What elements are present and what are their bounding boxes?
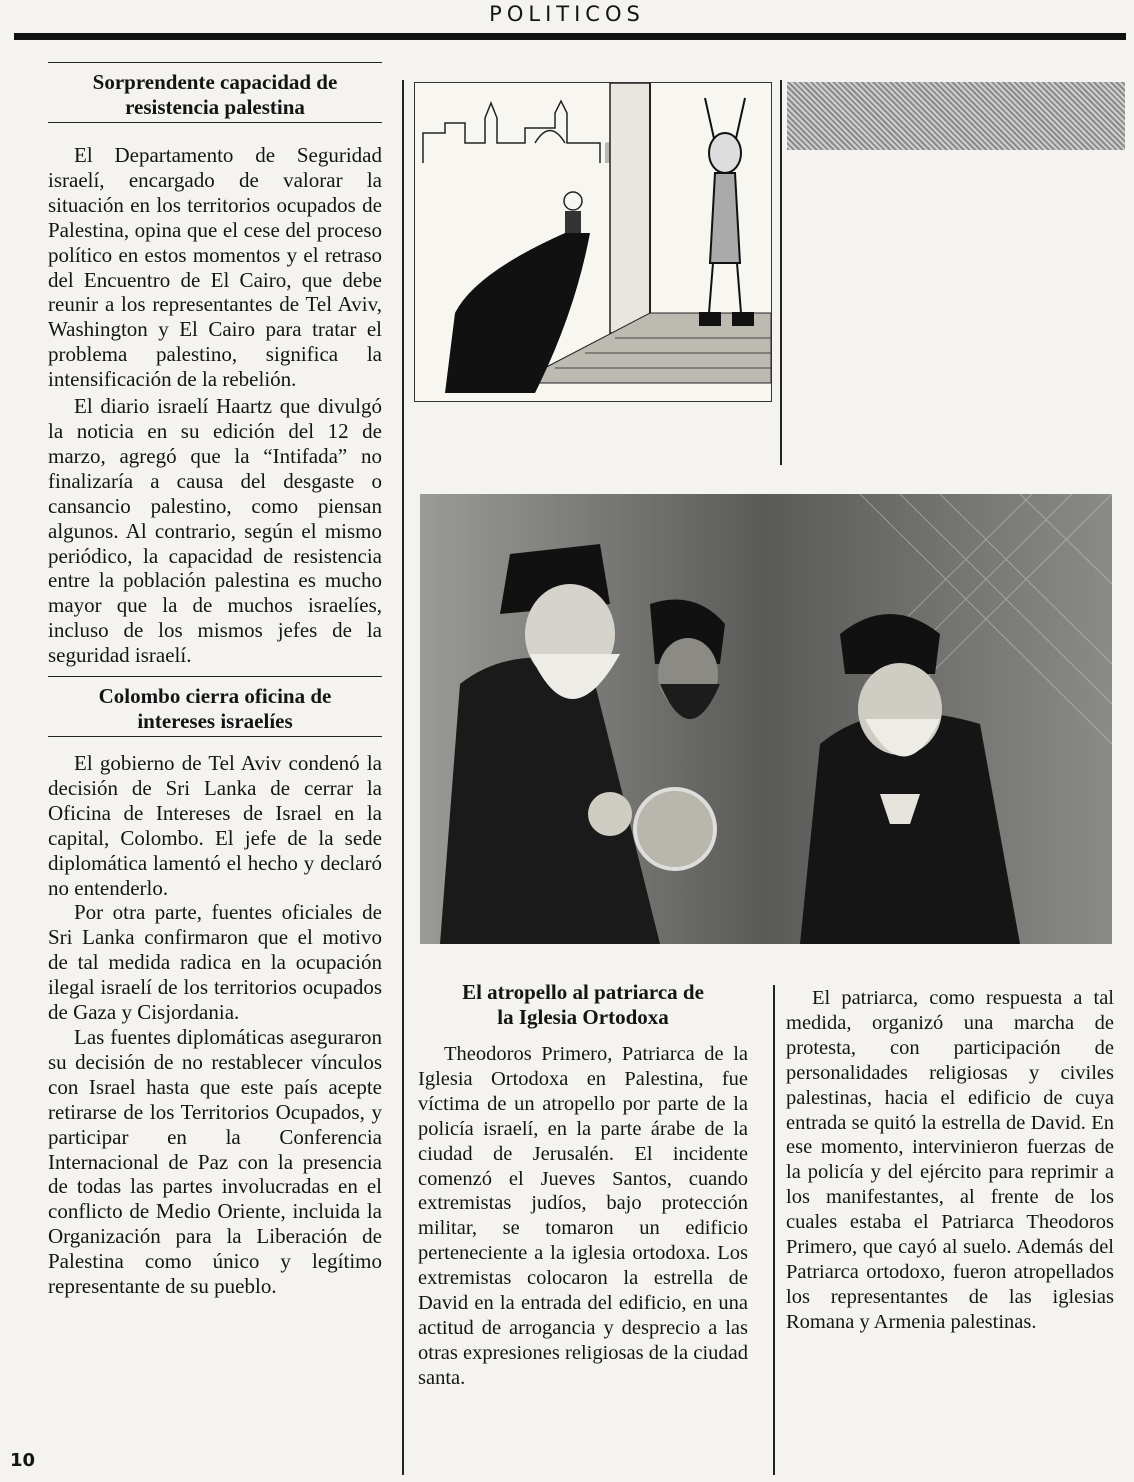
top-rule [14,33,1126,40]
article2-paragraph: Las fuentes diplomáticas aseguraron su decisión de no restablecer vínculos con Israel hasta que este país acepte retirarse de los Territorios Ocupados, y participar en la Conferencia Internacional de Paz con la presencia de todas las partes involucradas en el conflicto de Medio Oriente, incluida la Organización para la Liberación de Palestina como único y legítimo representante de su pueblo. [48,1025,382,1299]
headline-line: El atropello al patriarca de [462,980,704,1004]
section-title: POLITICOS [489,2,645,26]
article2-headline [48,676,382,737]
column-rule [780,80,782,465]
clergy-photo [420,494,1112,944]
headline-line: Sorprendente capacidad de [92,70,338,94]
page-number: 10 [10,1450,36,1471]
headline-line: resistencia palestina [125,95,305,119]
article1-paragraph: El diario israelí Haartz que divulgó la noticia en su edición del 12 de marzo, agregó que la “Intifada” no finalizaría a causa del desgaste o cansancio palestino, como piensan algunos. Al contrario, según el mismo periódico, la capacidad de resistencia entre la población palestina es mucho mayor que la de muchos israelíes, incluso de los mismos jefes de la seguridad israelí. [48,394,382,668]
bleed-through-text [787,160,1117,300]
center-column [418,980,748,1391]
article3-paragraph: El patriarca, como respuesta a tal medida, organizó una marcha de protesta, con participación de personalidades religiosas y civiles palestinas, hacia el edificio de cuya entrada se quitó la estrella de David. En ese momento, intervinieron fuerzas de la policía y del ejército para reprimir a los manifestantes, al frente de los cuales estaba el Patriarca Theodoros Primero, que cayó al suelo. Además del Patriarca ortodoxo, fueron atropellados los representantes de las iglesias Romana y Armenia palestinas. [786,987,1114,1333]
article1-headline [48,62,382,123]
article3-headline [418,980,748,1030]
column-rule [773,985,775,1475]
right-column [786,986,1114,1335]
editorial-cartoon [414,82,772,402]
left-column [48,62,382,1299]
headline-line: intereses israelíes [137,709,293,734]
article2-paragraph: El gobierno de Tel Aviv condenó la decisión de Sri Lanka de cerrar la Oficina de Intereses de Israel en la capital, Colombo. El jefe de la sede diplomática lamentó el hecho y declaró no entenderlo. [48,751,382,900]
headline-line: Colombo cierra oficina de [98,684,332,709]
column-rule [402,80,404,1475]
headline-line: la Iglesia Ortodoxa [497,1005,669,1029]
article1-paragraph: El Departamento de Seguridad israelí, encargado de valorar la situación en los territorios ocupados de Palestina, opina que el cese del proceso político en estos momentos y el retraso del Encuentro de El Cairo, que debe reunir a los representantes de Tel Aviv, Washington y El Cairo para tratar el problema palestino, significa la intensificación de la rebelión. [48,143,382,392]
article3-paragraph: Theodoros Primero, Patriarca de la Iglesia Ortodoxa en Palestina, fue víctima de un atropello por parte de la policía israelí, en la parte árabe de la ciudad de Jerusalén. El incidente comenzó el Jueves Santos, cuando extremistas judíos, bajo protección militar, se tomaron un edificio perteneciente a la iglesia ortodoxa. Los extremistas colocaron la estrella de David en la entrada del edificio, en una actitud de arrogancia y desprecio a las otras expresiones religiosas de la ciudad santa. [418,1043,748,1389]
article2-paragraph: Por otra parte, fuentes oficiales de Sri Lanka confirmaron que el motivo de tal medida radica en la ocupación ilegal israelí de los territorios ocupados de Gaza y Cisjordania. [48,900,382,1025]
halftone-block [787,82,1125,150]
